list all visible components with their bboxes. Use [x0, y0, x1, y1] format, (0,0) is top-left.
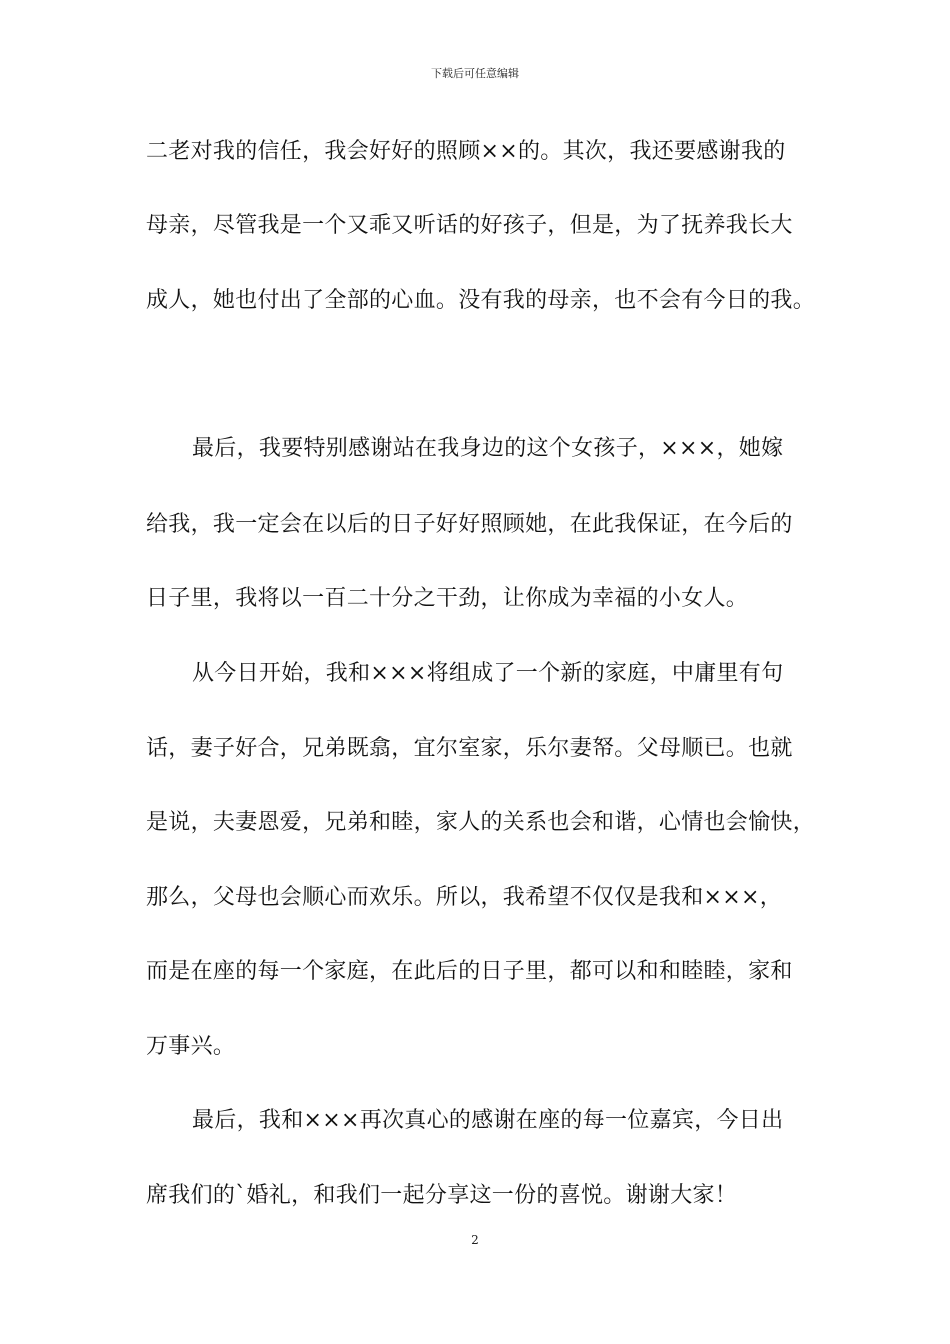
text-line: 是说，夫妻恩爱，兄弟和睦，家人的关系也会和谐，心情也会愉快，: [146, 810, 816, 835]
text-line: 成人，她也付出了全部的心血。没有我的母亲，也不会有今日的我。: [146, 288, 816, 313]
page-number: 2: [471, 1233, 479, 1247]
text-line: 给我，我一定会在以后的日子好好照顾她，在此我保证，在今后的: [146, 512, 793, 537]
page-header: 下载后可任意编辑: [431, 67, 519, 80]
text-line: 席我们的`婚礼，和我们一起分享这一份的喜悦。谢谢大家！: [146, 1183, 738, 1208]
paragraph-first-line: 从今日开始，我和×××将组成了一个新的家庭，中庸里有句: [192, 661, 784, 686]
text-line: 话，妻子好合，兄弟既翕，宜尔室家，乐尔妻帑。父母顺已。也就: [146, 736, 793, 761]
paragraph-first-line: 最后，我要特别感谢站在我身边的这个女孩子，×××，她嫁: [192, 436, 784, 461]
text-line: 母亲，尽管我是一个又乖又听话的好孩子，但是，为了抚养我长大: [146, 213, 793, 238]
text-line: 而是在座的每一个家庭，在此后的日子里，都可以和和睦睦，家和: [146, 959, 793, 984]
text-line: 二老对我的信任，我会好好的照顾××的。其次，我还要感谢我的: [146, 139, 786, 164]
text-line: 日子里，我将以一百二十分之干劲，让你成为幸福的小女人。: [146, 586, 749, 611]
paragraph-first-line: 最后，我和×××再次真心的感谢在座的每一位嘉宾，今日出: [192, 1108, 784, 1133]
text-line: 万事兴。: [146, 1034, 236, 1059]
text-line: 那么，父母也会顺心而欢乐。所以，我希望不仅仅是我和×××，: [146, 885, 783, 910]
